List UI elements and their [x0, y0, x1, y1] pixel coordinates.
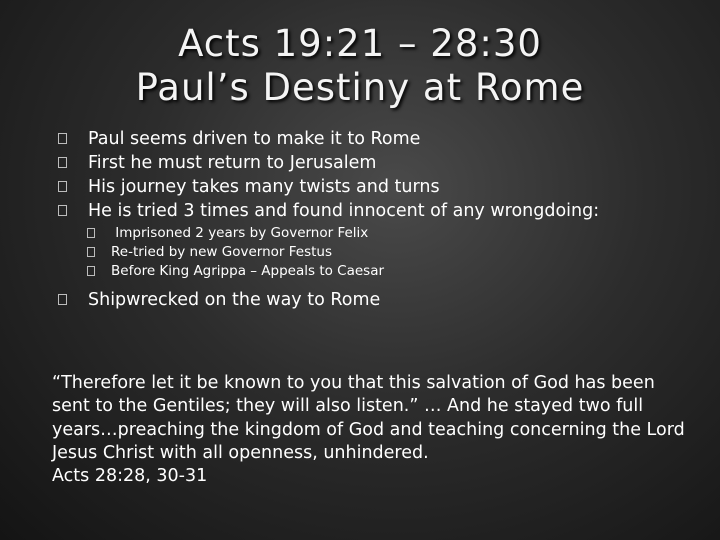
title-line-2: Paul’s Destiny at Rome: [135, 66, 585, 109]
bullet-box-icon: [58, 181, 67, 192]
quote-reference: Acts 28:28, 30-31: [52, 466, 208, 487]
bullet-text: He is tried 3 times and found innocent of any wrongdoing:: [88, 201, 600, 221]
bullet-text: His journey takes many twists and turns: [88, 177, 440, 197]
bullet-box-icon: [87, 247, 95, 257]
bullet-text: Shipwrecked on the way to Rome: [88, 290, 381, 310]
quote-text: “Therefore let it be known to you that this salvation of God has been sent to the Gentiles; they will also listen.” … And he stayed two full years…preaching the kingdom of God and teaching concerning the Lord Jesus Christ with all openness, unhindered.: [52, 373, 685, 463]
title-line-1: Acts 19:21 – 28:30: [178, 22, 542, 65]
scripture-quote: [52, 372, 692, 488]
bullet-box-icon: [58, 294, 67, 305]
bullet-item: [58, 175, 708, 199]
bullet-text: First he must return to Jerusalem: [88, 153, 377, 173]
sub-bullet-item: [58, 224, 708, 243]
bullet-box-icon: [87, 228, 95, 238]
bullet-box-icon: [58, 157, 67, 168]
bullet-box-icon: [58, 133, 67, 144]
sub-bullet-list: [58, 224, 708, 281]
sub-bullet-item: [58, 262, 708, 281]
bullet-item: [58, 288, 708, 312]
sub-bullet-text: Before King Agrippa – Appeals to Caesar: [111, 263, 385, 279]
bullet-list: [58, 127, 708, 312]
bullet-item: [58, 151, 708, 175]
bullet-text: Paul seems driven to make it to Rome: [88, 129, 421, 149]
bullet-item: [58, 127, 708, 151]
bullet-item: [58, 199, 708, 223]
sub-bullet-text: Re-tried by new Governor Festus: [111, 244, 332, 260]
sub-bullet-item: [58, 243, 708, 262]
bullet-box-icon: [58, 205, 67, 216]
bullet-box-icon: [87, 266, 95, 276]
sub-bullet-text: Imprisoned 2 years by Governor Felix: [111, 225, 369, 241]
slide-title: [0, 22, 720, 110]
